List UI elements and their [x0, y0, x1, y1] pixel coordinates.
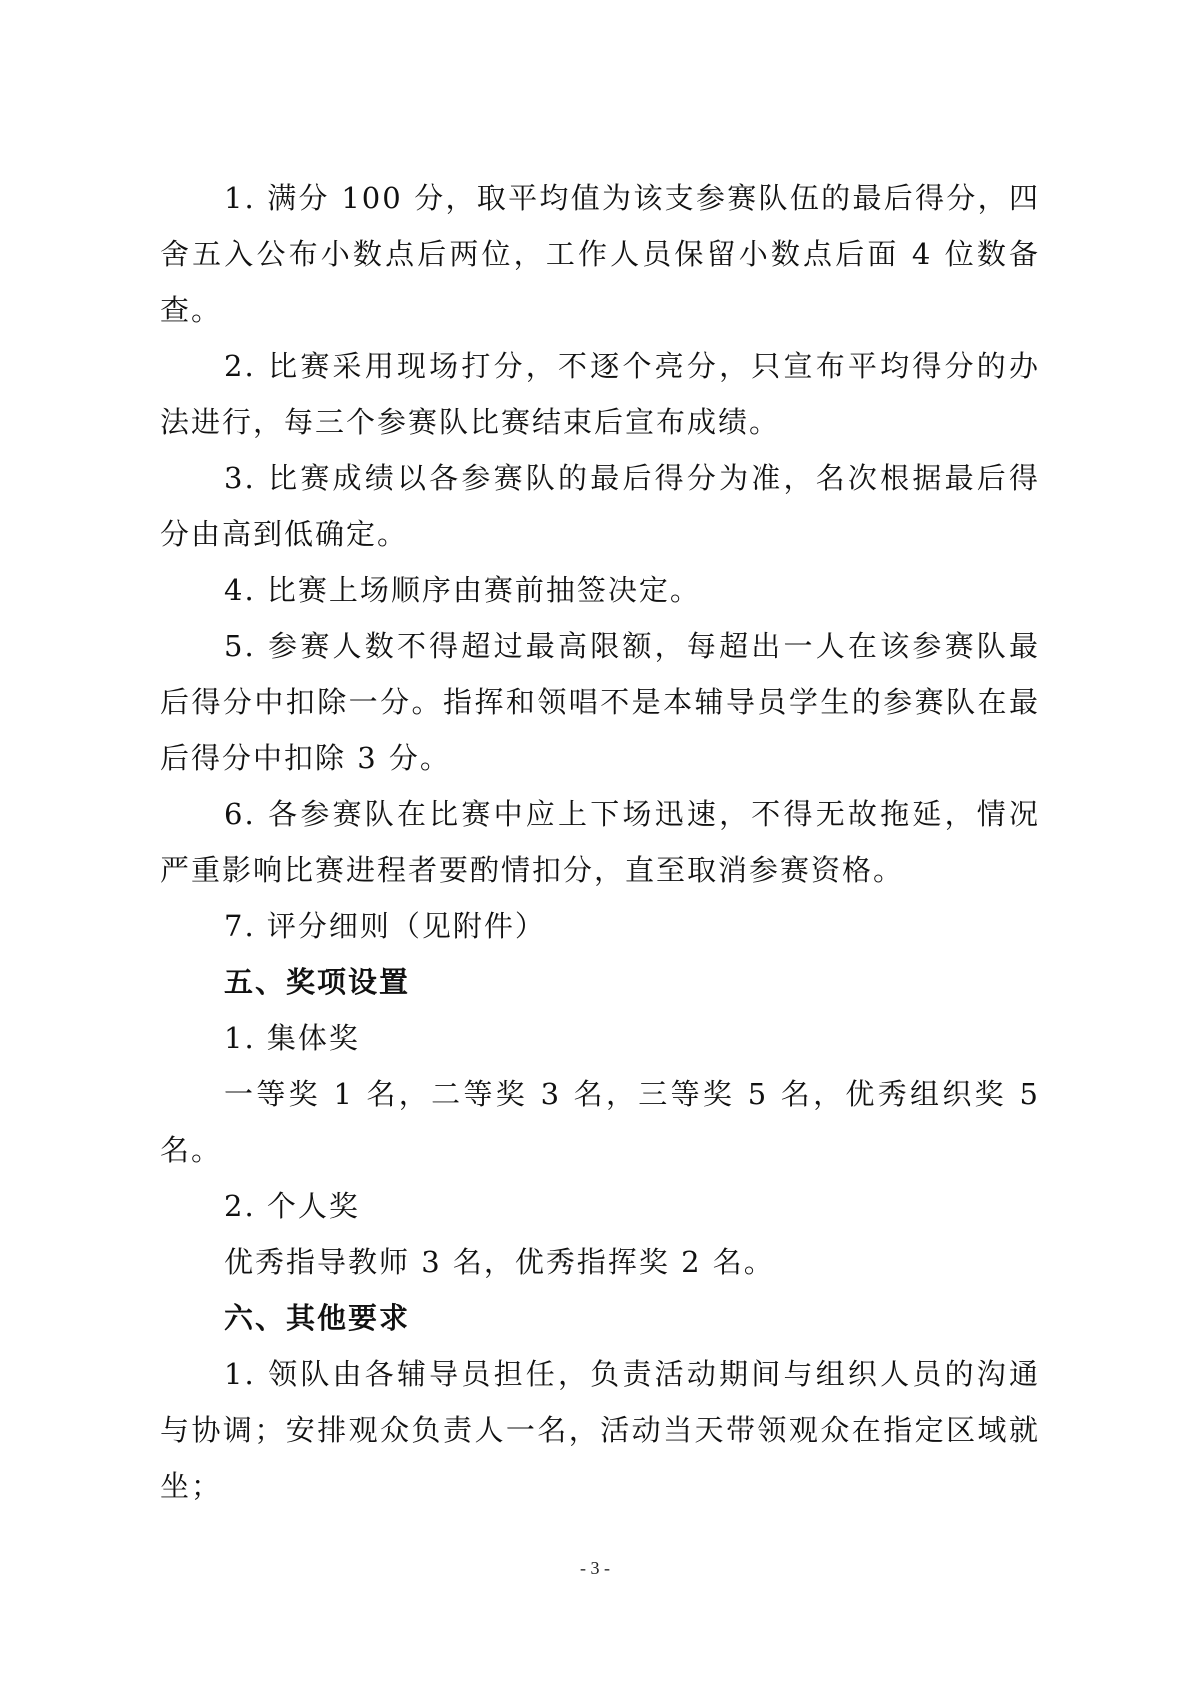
rule-paragraph-7: 7. 评分细则（见附件） — [224, 909, 546, 943]
rule-paragraph-5: 5. 参赛人数不得超过最高限额，每超出一人在该参赛队最后得分中扣除一分。指挥和领唱不是本辅导员学生的参赛队在最后得分中扣除 3 分。 — [160, 629, 1040, 775]
section-heading-awards: 五、奖项设置 — [224, 965, 411, 999]
document-body — [160, 170, 1040, 1514]
awards-item-individual: 2. 个人奖 — [224, 1189, 360, 1223]
section-heading-other-requirements: 六、其他要求 — [224, 1301, 411, 1335]
requirement-paragraph-1: 1. 领队由各辅导员担任，负责活动期间与组织人员的沟通与协调；安排观众负责人一名，活动当天带领观众在指定区域就坐； — [160, 1357, 1040, 1503]
rule-paragraph-3: 3. 比赛成绩以各参赛队的最后得分为准，名次根据最后得分由高到低确定。 — [160, 461, 1040, 551]
rule-paragraph-2: 2. 比赛采用现场打分，不逐个亮分，只宣布平均得分的办法进行，每三个参赛队比赛结束后宣布成绩。 — [160, 349, 1040, 439]
awards-collective-detail: 一等奖 1 名，二等奖 3 名，三等奖 5 名，优秀组织奖 5 名。 — [160, 1077, 1040, 1167]
page-number: - 3 - — [580, 1558, 610, 1578]
rule-paragraph-6: 6. 各参赛队在比赛中应上下场迅速，不得无故拖延，情况严重影响比赛进程者要酌情扣分，直至取消参赛资格。 — [160, 797, 1040, 887]
awards-item-collective: 1. 集体奖 — [224, 1021, 360, 1055]
rule-paragraph-4: 4. 比赛上场顺序由赛前抽签决定。 — [224, 573, 701, 607]
awards-individual-detail: 优秀指导教师 3 名，优秀指挥奖 2 名。 — [224, 1245, 775, 1279]
rule-paragraph-1: 1. 满分 100 分，取平均值为该支参赛队伍的最后得分，四舍五入公布小数点后两位，工作人员保留小数点后面 4 位数备查。 — [160, 181, 1040, 327]
